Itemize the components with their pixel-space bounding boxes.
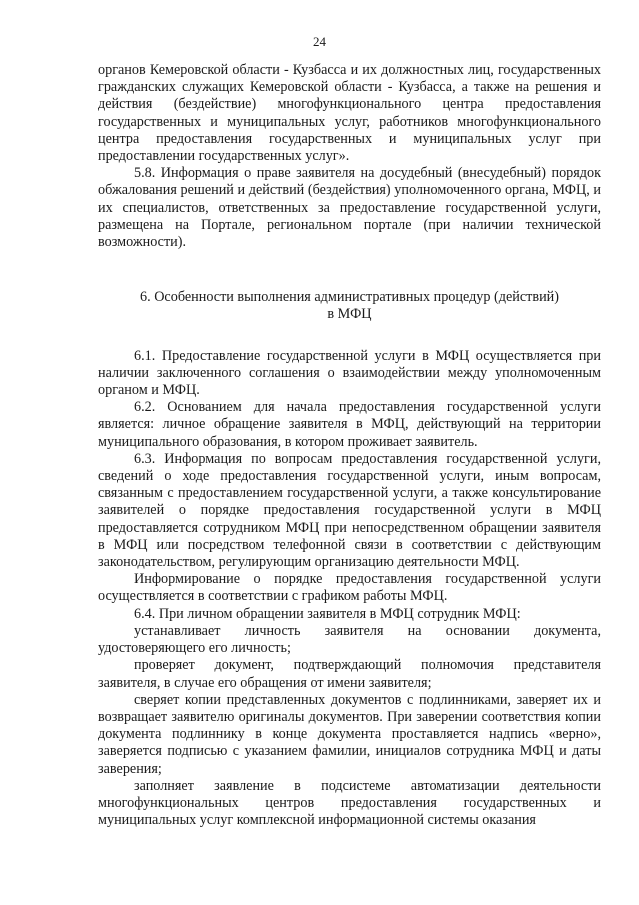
paragraph-6-4: 6.4. При личном обращении заявителя в МФЦ сотрудник МФЦ: bbox=[134, 605, 521, 622]
section-heading-line-1: 6. Особенности выполнения административных процедур (действий) bbox=[140, 289, 559, 306]
paragraph-continuation: органов Кемеровской области - Кузбасса и их должностных лиц, государственных гражданских служащих Кемеровской области - Кузбасса, а также на решения и действия (бездействие) многофункционального центра предоставления государственных и муниципальных услуг, работников многофункционального центра предоставления государственных и муниципальных услуг при предоставлении государственных услуг». bbox=[98, 62, 601, 165]
paragraph-5-8: 5.8. Информация о праве заявителя на досудебный (внесудебный) порядок обжалования решений и действий (бездействия) уполномоченного органа, МФЦ, и их специалистов, ответственных за предоставление государственной услуги, размещена на Портале, региональном портале (при наличии технической возможности). bbox=[98, 165, 601, 251]
page-number: 24 bbox=[313, 34, 326, 49]
document-body bbox=[98, 62, 601, 829]
list-item-copies: сверяет копии представленных документов с подлинниками, заверяет их и возвращает заявителю оригиналы документов. При заверении соответствия копии документа подлиннику в конце документа проставляется надпись «верно», заверяется подписью с указанием фамилии, инициалов сотрудника МФЦ и даты заверения; bbox=[98, 691, 601, 777]
paragraph-6-2: 6.2. Основанием для начала предоставления государственной услуги является: личное обращение заявителя в МФЦ, действующий на территории муниципального образования, в котором проживает заявитель. bbox=[98, 399, 601, 450]
list-item-authority: проверяет документ, подтверждающий полномочия представителя заявителя, в случае его обращения от имени заявителя; bbox=[98, 657, 601, 691]
section-heading bbox=[98, 289, 601, 323]
list-item-identity: устанавливает личность заявителя на основании документа, удостоверяющего его личность; bbox=[98, 622, 601, 657]
list-item-application: заполняет заявление в подсистеме автоматизации деятельности многофункциональных центров предоставления государственных и муниципальных услуг комплексной информационной системы оказания bbox=[98, 777, 601, 829]
paragraph-6-1: 6.1. Предоставление государственной услуги в МФЦ осуществляется при наличии заключенного соглашения о взаимодействии между уполномоченным органом и МФЦ. bbox=[98, 347, 601, 399]
section-heading-line-2: в МФЦ bbox=[327, 306, 372, 323]
paragraph-6-3: 6.3. Информация по вопросам предоставления государственной услуги, сведений о ходе предоставления государственной услуги, иным вопросам, связанным с предоставлением государственной услуги, а также консультирование заявителей о порядке предоставления государственной услуги в МФЦ предоставляется сотрудником МФЦ при непосредственном обращении заявителя в МФЦ или посредством телефонной связи в соответствии с действующим законодательством, регулирующим организацию деятельности МФЦ. bbox=[98, 450, 601, 571]
paragraph-informing: Информирование о порядке предоставления государственной услуги осуществляется в соответствии с графиком работы МФЦ. bbox=[98, 571, 601, 605]
